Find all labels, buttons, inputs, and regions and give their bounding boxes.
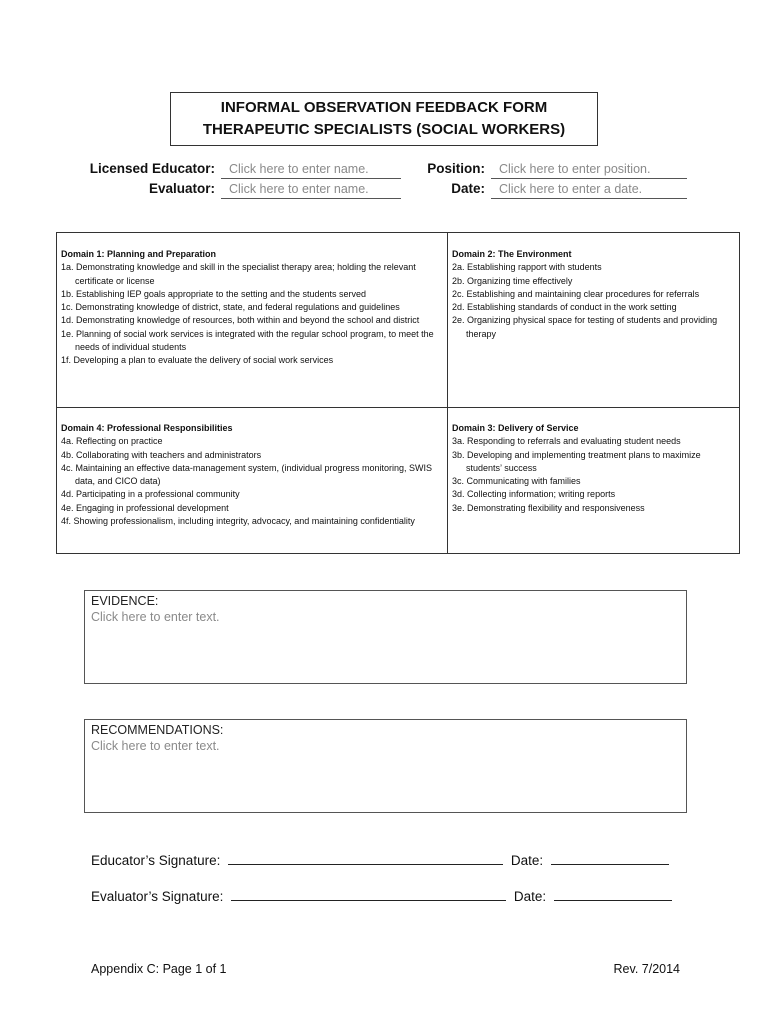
domain-1-item: 1a. Demonstrating knowledge and skill in the specialist therapy area; holding the relevant certificate or license bbox=[61, 262, 416, 286]
recommendations-field[interactable]: Click here to enter text. bbox=[91, 739, 220, 753]
licensed-educator-label: Licensed Educator: bbox=[89, 161, 215, 176]
domain-4-item: 4c. Maintaining an effective data-management system, (individual progress monitoring, SWIS data, and CICO data) bbox=[61, 462, 433, 487]
evaluator-signature-date-line[interactable] bbox=[554, 886, 672, 901]
footer-revision: Rev. 7/2014 bbox=[613, 962, 680, 976]
form-title-box bbox=[170, 92, 598, 146]
domain-3-item: 3b. Developing and implementing treatment plans to maximize students’ success bbox=[452, 449, 701, 473]
domain-4-item: 4d. Participating in a professional community bbox=[61, 489, 240, 500]
position-label: Position: bbox=[427, 161, 485, 176]
domain-1-item: 1f. Developing a plan to evaluate the delivery of social work services bbox=[61, 355, 334, 366]
domain-2-item: 2a. Establishing rapport with students bbox=[452, 262, 602, 273]
evidence-field[interactable]: Click here to enter text. bbox=[91, 610, 220, 624]
domain-1-item: 1c. Demonstrating knowledge of district, state, and federal regulations and guidelines bbox=[61, 302, 400, 313]
domain-4-item: 4e. Engaging in professional development bbox=[61, 502, 229, 513]
educator-signature-line[interactable] bbox=[228, 850, 503, 865]
recommendations-box[interactable] bbox=[84, 719, 687, 813]
educator-signature-label: Educator’s Signature: bbox=[91, 853, 221, 868]
form-subtitle: THERAPEUTIC SPECIALISTS (SOCIAL WORKERS) bbox=[202, 121, 566, 138]
domain-4-cell bbox=[57, 422, 447, 528]
educator-signature-date-line[interactable] bbox=[551, 850, 669, 865]
domain-2-item: 2b. Organizing time effectively bbox=[452, 275, 573, 286]
evaluator-label: Evaluator: bbox=[148, 181, 215, 196]
domain-2-cell bbox=[448, 248, 740, 341]
domain-2-item: 2c. Establishing and maintaining clear procedures for referrals bbox=[452, 288, 700, 299]
domain-1-item: 1e. Planning of social work services is integrated with the regular school program, to meet the needs of individual students bbox=[61, 328, 434, 353]
domains-table bbox=[56, 232, 740, 554]
domain-4-title: Domain 4: Professional Responsibilities bbox=[61, 423, 233, 433]
evaluator-signature-date-label: Date: bbox=[513, 889, 547, 904]
domain-4-item: 4a. Reflecting on practice bbox=[61, 436, 163, 447]
domain-3-item: 3e. Demonstrating flexibility and responsiveness bbox=[452, 502, 645, 513]
domain-2-item: 2e. Organizing physical space for testing of students and providing therapy bbox=[452, 315, 718, 339]
evaluator-signature-label: Evaluator’s Signature: bbox=[91, 889, 224, 904]
domain-3-item: 3c. Communicating with families bbox=[452, 476, 581, 487]
educator-signature-date-label: Date: bbox=[510, 853, 544, 868]
evidence-box[interactable] bbox=[84, 590, 687, 684]
domain-1-title: Domain 1: Planning and Preparation bbox=[61, 249, 217, 259]
domain-4-item: 4b. Collaborating with teachers and administrators bbox=[61, 449, 262, 460]
table-divider-horizontal bbox=[57, 407, 739, 408]
domain-3-title: Domain 3: Delivery of Service bbox=[452, 423, 579, 433]
domain-3-cell bbox=[448, 422, 740, 515]
domain-3-item: 3d. Collecting information; writing reports bbox=[452, 489, 616, 500]
date-label: Date: bbox=[451, 181, 485, 196]
domain-4-item: 4f. Showing professionalism, including integrity, advocacy, and maintaining confidentiality bbox=[61, 516, 415, 527]
domain-2-title: Domain 2: The Environment bbox=[452, 249, 572, 259]
domain-1-item: 1d. Demonstrating knowledge of resources, both within and beyond the school and district bbox=[61, 315, 420, 326]
domain-1-item: 1b. Establishing IEP goals appropriate to the setting and the students served bbox=[61, 288, 367, 299]
evaluator-signature-row bbox=[91, 886, 676, 904]
evaluator-field[interactable]: Click here to enter name. bbox=[221, 181, 401, 199]
domain-2-item: 2d. Establishing standards of conduct in the work setting bbox=[452, 302, 677, 313]
form-title: INFORMAL OBSERVATION FEEDBACK FORM bbox=[220, 99, 548, 116]
domain-1-cell bbox=[57, 248, 447, 368]
footer-page-info: Appendix C: Page 1 of 1 bbox=[91, 962, 227, 976]
educator-signature-row bbox=[91, 850, 673, 868]
date-field[interactable]: Click here to enter a date. bbox=[491, 181, 687, 199]
position-field[interactable]: Click here to enter position. bbox=[491, 161, 687, 179]
licensed-educator-field[interactable]: Click here to enter name. bbox=[221, 161, 401, 179]
evaluator-signature-line[interactable] bbox=[231, 886, 506, 901]
domain-3-item: 3a. Responding to referrals and evaluating student needs bbox=[452, 436, 681, 447]
evidence-label: EVIDENCE: bbox=[91, 594, 159, 608]
recommendations-label: RECOMMENDATIONS: bbox=[91, 723, 224, 737]
